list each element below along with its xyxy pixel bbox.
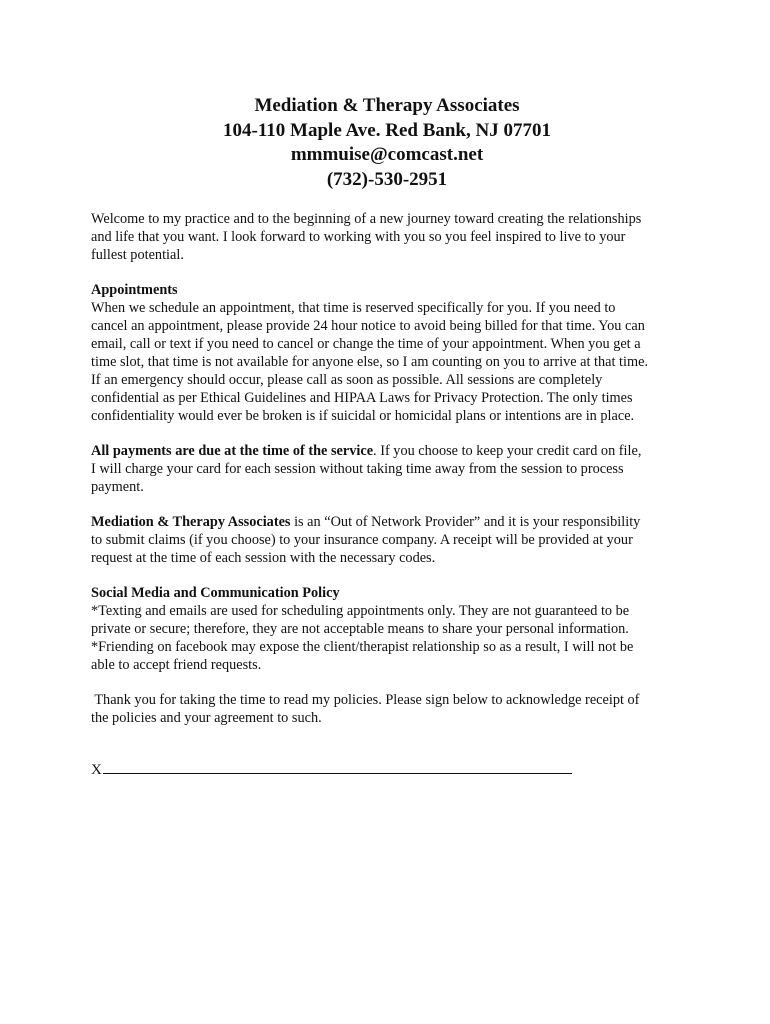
intro-line: and life that you want. I look forward to working with you so you feel inspired to live to your [91,229,626,245]
appointments-line: time slot, that time is not available for anyone else, so I am counting on you to arrive at that time. [91,354,649,370]
payments-line: payment. [91,479,144,495]
network-bold-lead: Mediation & Therapy Associates [91,514,291,530]
appointments-line: cancel an appointment, please provide 24 hour notice to avoid being billed for that time. You can [91,318,645,334]
network-line-rest: is an “Out of Network Provider” and it is your responsibility [290,514,641,530]
closing-line: the policies and your agreement to such. [91,710,322,726]
practice-address: 104-110 Maple Ave. Red Bank, NJ 07701 [223,119,551,141]
document-page [91,94,683,727]
social-media-section [91,584,683,674]
appointments-line: email, call or text if you need to cancel or change the time of your appointment. When you get a [91,336,641,352]
social-media-line: *Texting and emails are used for scheduling appointments only. They are not guaranteed to be [91,603,630,619]
payments-line-rest: . If you choose to keep your credit card on file, [373,443,642,459]
appointments-line: confidentiality would ever be broken is if suicidal or homicidal plans or intentions are in place. [91,408,635,424]
payments-bold-lead: All payments are due at the time of the service [91,443,374,459]
letterhead [91,94,683,192]
network-line: request at the time of each session with the necessary codes. [91,550,436,566]
intro-paragraph [91,210,683,264]
practice-email: mmmuise@comcast.net [290,144,484,165]
network-line: to submit claims (if you choose) to your insurance company. A receipt will be provided at your [91,532,633,548]
payments-section [91,442,683,496]
payments-line [91,442,683,460]
signature-area [91,759,572,780]
social-media-heading: Social Media and Communication Policy [91,585,340,601]
intro-line: Welcome to my practice and to the beginning of a new journey toward creating the relationships [91,211,642,227]
appointments-line: confidential as per Ethical Guidelines and HIPAA Laws for Privacy Protection. The only times [91,390,633,406]
practice-name: Mediation & Therapy Associates [254,95,520,116]
practice-phone: (732)-530-2951 [326,168,448,190]
network-section [91,513,683,567]
appointments-heading: Appointments [91,282,178,298]
signature-line[interactable] [103,759,572,774]
intro-line: fullest potential. [91,247,184,263]
appointments-section [91,281,683,425]
payments-line: I will charge your card for each session without taking time away from the session to process [91,461,624,477]
closing-line: Thank you for taking the time to read my policies. Please sign below to acknowledge receipt of [91,692,640,708]
network-line [91,513,683,531]
appointments-line: When we schedule an appointment, that time is reserved specifically for you. If you need to [91,300,616,316]
social-media-line: private or secure; therefore, they are not acceptable means to share your personal information. [91,621,629,637]
social-media-line: *Friending on facebook may expose the client/therapist relationship so as a result, I will not be [91,639,634,655]
closing-paragraph [91,691,683,727]
social-media-line: able to accept friend requests. [91,657,262,673]
signature-mark: X [91,762,102,778]
appointments-line: If an emergency should occur, please call as soon as possible. All sessions are completely [91,372,603,388]
